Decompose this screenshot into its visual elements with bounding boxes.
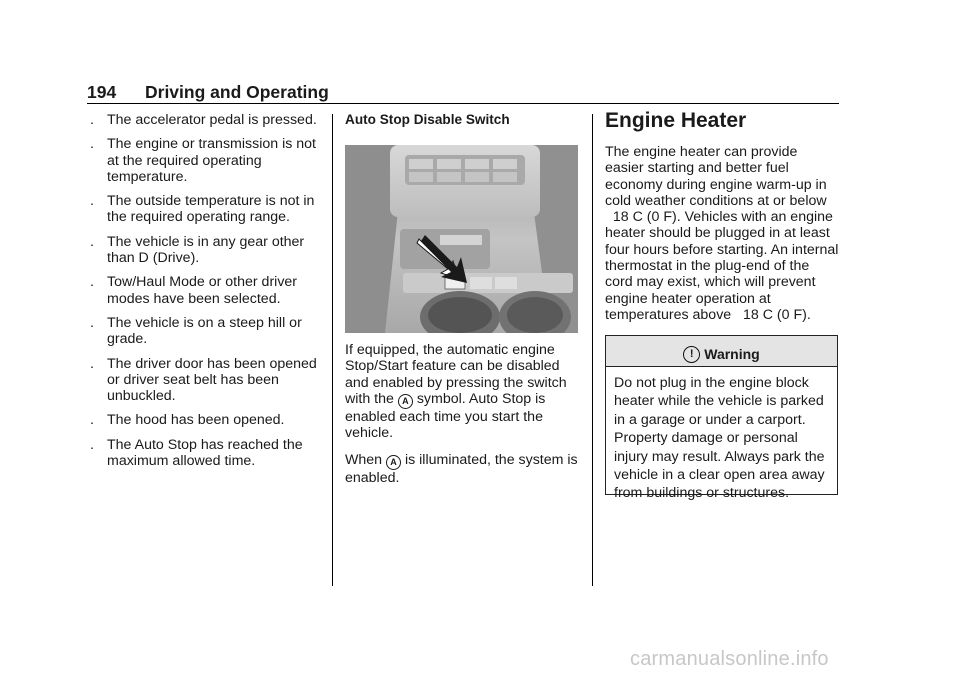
bullet-marker: . — [90, 436, 94, 453]
list-item — [87, 112, 322, 128]
list-item-text: The vehicle is on a steep hill or grade. — [107, 314, 302, 348]
engine-heater-description: The engine heater can provide easier starting and better fuel economy during engine warm-up in cold weather conditions at or below 18 C (0 F). Vehicles with an engine heater should be plugged in at least four hours before starting. An internal thermostat in the plug-end of the cord may exist, which will prevent engine heater operation at temperatures above 18 C (0 F). — [605, 144, 839, 323]
auto-stop-text-4: When — [345, 452, 383, 469]
list-item-text: The hood has been opened. — [107, 412, 285, 429]
condition-list — [87, 112, 322, 469]
list-item-text: The engine or transmission is not at the required operating temperature. — [107, 136, 316, 185]
console-switch-illustration — [345, 145, 578, 333]
list-item — [87, 234, 322, 267]
auto-stop-text-5: is illuminated, the system is enabled. — [345, 452, 578, 487]
list-item — [87, 136, 322, 185]
right-column — [605, 108, 840, 502]
auto-stop-text-1: If equipped, the automatic engine Stop/Start feature can be disabled and enabled by pressing the switch — [345, 342, 567, 391]
page-header — [87, 82, 839, 104]
bullet-marker: . — [90, 412, 94, 429]
list-item-text: The driver door has been opened or driver seat belt has been unbuckled. — [107, 355, 317, 405]
list-item-text: The outside temperature is not in the required operating range. — [107, 193, 315, 226]
list-item-text: Tow/Haul Mode or other driver modes have been selected. — [107, 274, 298, 307]
column-divider-left — [332, 114, 333, 586]
warning-title: Warning — [704, 346, 760, 362]
auto-stop-text-3: symbol. Auto Stop is enabled each time you start the vehicle. — [345, 390, 546, 442]
list-item — [87, 412, 322, 428]
list-item — [87, 193, 322, 226]
bullet-marker: . — [90, 274, 94, 291]
bullet-marker: . — [90, 314, 94, 331]
list-item-text: The Auto Stop has reached the maximum allowed time. — [107, 436, 303, 470]
bullet-marker: . — [90, 355, 94, 372]
list-item — [87, 356, 322, 405]
list-item-text: The vehicle is in any gear other than D (Drive). — [107, 233, 305, 267]
bullet-marker: . — [90, 112, 94, 128]
engine-heater-heading: Engine Heater — [605, 109, 747, 132]
warning-text: Do not plug in the engine block heater while the vehicle is parked in a garage or under a carport. Property damage or personal injury may result. Always park the vehicle in a clear open area away from buildings or structures. — [614, 375, 825, 502]
bullet-marker: . — [90, 193, 94, 210]
auto-stop-icon: A — [386, 455, 401, 470]
auto-stop-paragraph-1 — [345, 342, 581, 441]
bullet-marker: . — [90, 233, 94, 250]
header-rule — [87, 103, 839, 104]
left-column — [87, 112, 322, 477]
column-divider-right — [592, 114, 593, 586]
list-item — [87, 437, 322, 470]
auto-stop-heading: Auto Stop Disable Switch — [345, 112, 510, 127]
list-item — [87, 274, 322, 307]
auto-stop-icon: A — [398, 394, 413, 409]
warning-header — [606, 336, 837, 367]
warning-box — [605, 335, 838, 502]
console-photo — [345, 145, 578, 333]
auto-stop-text-2: with the — [345, 390, 394, 407]
page-number: 194 — [87, 82, 117, 102]
bullet-marker: . — [90, 136, 94, 153]
section-title: Driving and Operating — [145, 82, 329, 102]
list-item-text: The accelerator pedal is pressed. — [107, 112, 317, 128]
middle-column — [345, 112, 581, 487]
auto-stop-description — [345, 342, 581, 498]
list-item — [87, 315, 322, 348]
auto-stop-paragraph-2 — [345, 452, 581, 486]
warning-icon: ! — [683, 346, 700, 363]
watermark: carmanualsonline.info — [630, 648, 829, 670]
